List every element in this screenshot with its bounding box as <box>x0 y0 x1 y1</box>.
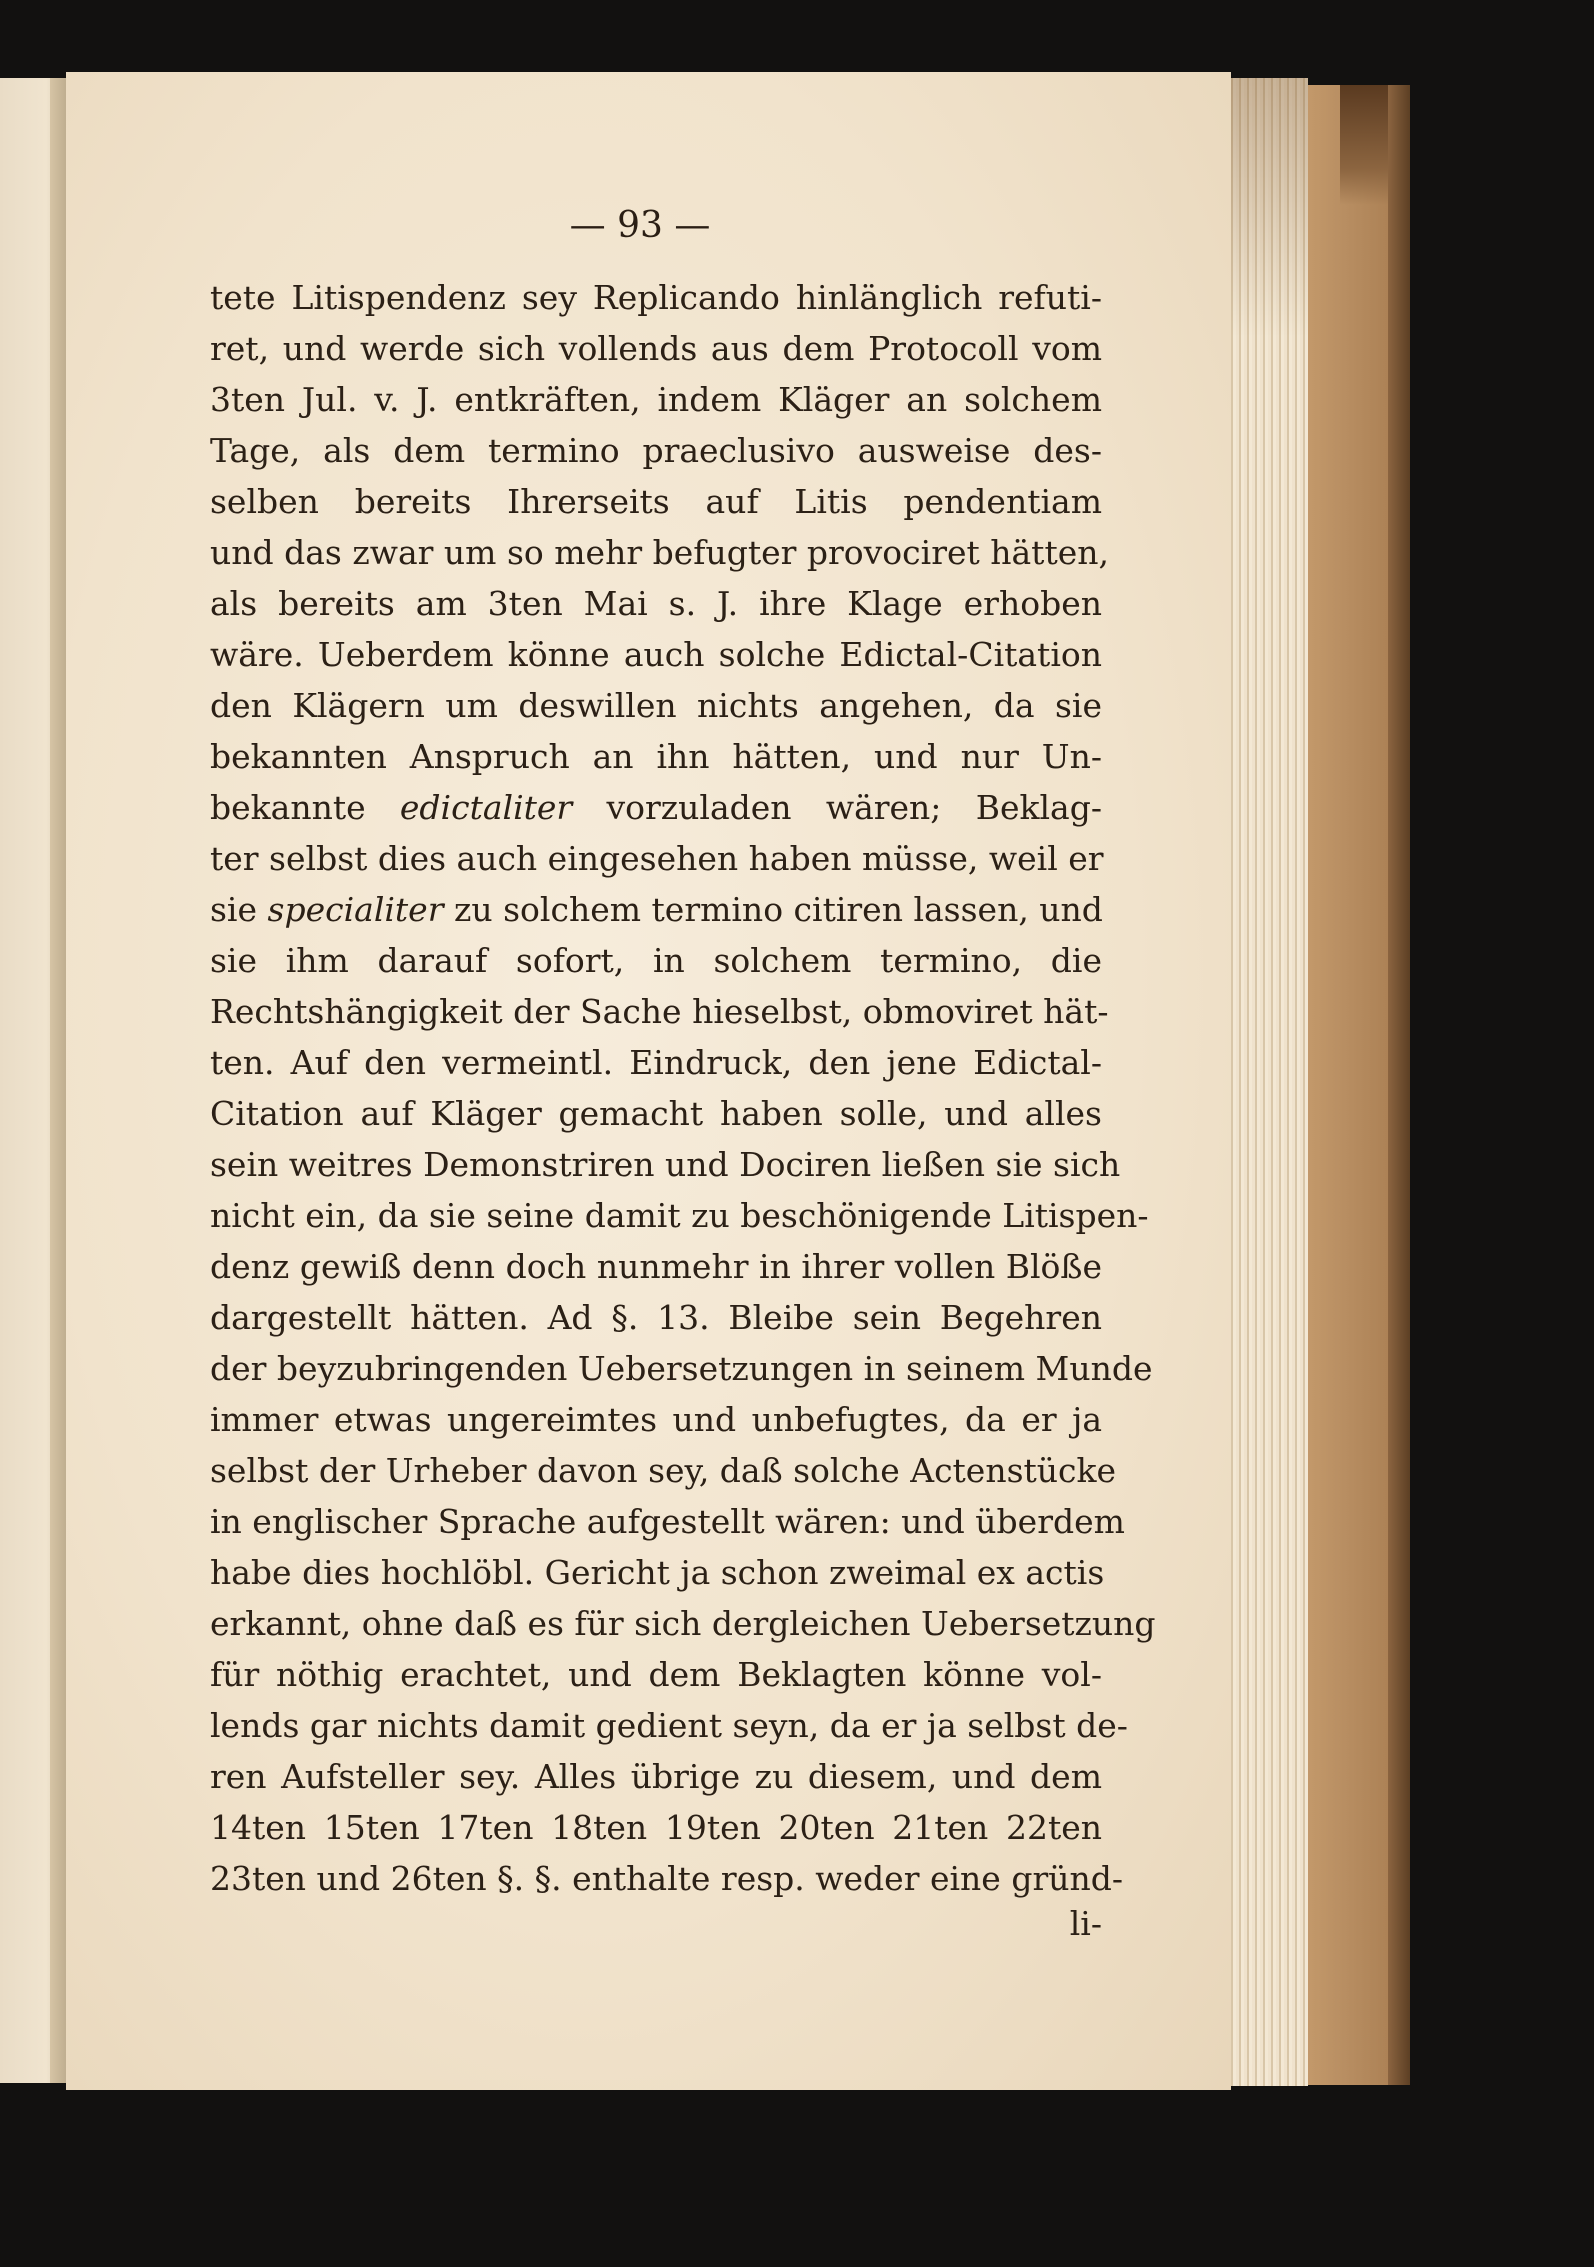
text-line <box>210 1496 1125 1547</box>
text-line <box>210 1853 1124 1904</box>
text-segment: Rechtshängigkeit der Sache hieselbst, obmoviret hät- <box>210 992 1109 1031</box>
text-line <box>210 527 1109 578</box>
catchword: li- <box>1069 1904 1102 1943</box>
text-line <box>210 1598 1156 1649</box>
text-line <box>210 1802 1102 1853</box>
gutter-fold <box>50 78 66 2083</box>
text-segment: sein weitres Demonstriren und Dociren ließen sie sich <box>210 1145 1121 1184</box>
text-segment: Tage, als dem termino praeclusivo ausweise des- <box>210 431 1102 470</box>
text-line <box>210 833 1102 884</box>
text-segment: für nöthig erachtet, und dem Beklagten könne vol- <box>210 1655 1102 1694</box>
text-line <box>210 731 1102 782</box>
text-line <box>210 629 1102 680</box>
text-segment: ter selbst dies auch eingesehen haben müsse, weil er <box>210 839 1104 878</box>
body-text <box>210 272 1156 1904</box>
text-segment: Citation auf Kläger gemacht haben solle, und alles <box>210 1094 1102 1133</box>
italic-latin-term: edictaliter <box>399 788 573 827</box>
text-segment: denz gewiß denn doch nunmehr in ihrer vollen Blöße <box>210 1247 1102 1286</box>
text-segment: selben bereits Ihrerseits auf Litis pendentiam <box>210 482 1102 521</box>
text-segment: und das zwar um so mehr befugter provociret hätten, <box>210 533 1109 572</box>
text-line <box>210 323 1102 374</box>
text-segment: bekannten Anspruch an ihn hätten, und nur Un- <box>210 737 1102 776</box>
text-segment: den Klägern um deswillen nichts angehen, da sie <box>210 686 1102 725</box>
text-line <box>210 272 1102 323</box>
text-line <box>210 986 1109 1037</box>
page-stack-edge <box>1228 78 1308 2086</box>
text-line <box>210 1751 1102 1802</box>
text-line <box>210 884 1102 935</box>
text-segment: 14ten 15ten 17ten 18ten 19ten 20ten 21ten 22ten <box>210 1808 1102 1847</box>
edge-stain <box>1228 78 1308 338</box>
text-line <box>210 1700 1128 1751</box>
text-segment: 23ten und 26ten §. §. enthalte resp. weder eine gründ- <box>210 1859 1124 1898</box>
text-line <box>210 680 1102 731</box>
text-segment: ret, und werde sich vollends aus dem Protocoll vom <box>210 329 1102 368</box>
text-segment: 3ten Jul. v. J. entkräften, indem Kläger an solchem <box>210 380 1102 419</box>
text-line <box>210 1292 1102 1343</box>
text-segment: der beyzubringenden Uebersetzungen in seinem Munde <box>210 1349 1153 1388</box>
text-segment: selbst der Urheber davon sey, daß solche Actenstücke <box>210 1451 1117 1490</box>
text-line <box>210 782 1102 833</box>
text-line <box>210 476 1102 527</box>
text-segment: erkannt, ohne daß es für sich dergleichen Uebersetzung <box>210 1604 1156 1643</box>
text-line <box>210 1394 1102 1445</box>
text-segment: ren Aufsteller sey. Alles übrige zu diesem, und dem <box>210 1757 1102 1796</box>
page-number: — 93 — <box>569 205 711 246</box>
text-line <box>210 1649 1102 1700</box>
text-line <box>210 425 1102 476</box>
text-segment: lends gar nichts damit gedient seyn, da er ja selbst de- <box>210 1706 1128 1745</box>
text-segment: zu solchem termino citiren lassen, und <box>443 890 1103 929</box>
text-segment: sie ihm darauf sofort, in solchem termino, die <box>210 941 1102 980</box>
text-line <box>210 1343 1153 1394</box>
text-segment: als bereits am 3ten Mai s. J. ihre Klage erhoben <box>210 584 1102 623</box>
text-segment: bekannte <box>210 788 400 827</box>
text-segment: ten. Auf den vermeintl. Eindruck, den jene Edictal- <box>210 1043 1102 1082</box>
text-line <box>210 1241 1102 1292</box>
text-segment: sie <box>210 890 268 929</box>
text-line <box>210 1037 1102 1088</box>
text-line <box>210 578 1102 629</box>
text-line <box>210 1445 1117 1496</box>
italic-latin-term: specialiter <box>267 890 444 929</box>
text-segment: dargestellt hätten. Ad §. 13. Bleibe sein Begehren <box>210 1298 1102 1337</box>
text-line <box>210 1190 1149 1241</box>
text-segment: nicht ein, da sie seine damit zu beschönigende Litispen- <box>210 1196 1149 1235</box>
text-segment: habe dies hochlöbl. Gericht ja schon zweimal ex actis <box>210 1553 1105 1592</box>
text-segment: in englischer Sprache aufgestellt wären: und überdem <box>210 1502 1125 1541</box>
text-segment: wäre. Ueberdem könne auch solche Edictal-Citation <box>210 635 1102 674</box>
cover-edge <box>1388 85 1410 2085</box>
text-line <box>210 1088 1102 1139</box>
text-line <box>210 935 1102 986</box>
text-line <box>210 1139 1121 1190</box>
text-segment: vorzuladen wären; Beklag- <box>572 788 1102 827</box>
text-line <box>210 1547 1105 1598</box>
text-line <box>210 374 1102 425</box>
text-segment: immer etwas ungereimtes und unbefugtes, da er ja <box>210 1400 1102 1439</box>
text-segment: tete Litispendenz sey Replicando hinlänglich refuti- <box>210 278 1102 317</box>
